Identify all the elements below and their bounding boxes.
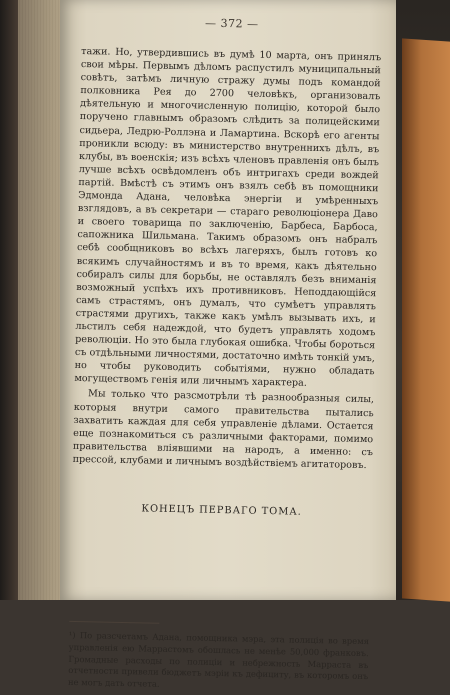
adjacent-book-cover xyxy=(402,38,450,601)
page-edges xyxy=(18,0,64,600)
paragraph-2: Мы только что разсмотрѣли тѣ разнообразныя силы, которыя внутри самого правительства пытались захватить каждая для себя управленіе дѣлами. Остается еще познакомиться съ различными факторами, помимо правительства вліявшими на народъ, а именно: съ прессой, клубами и личнымъ воздѣйствіемъ агитаторовъ. xyxy=(72,388,375,471)
book-spine-left xyxy=(0,0,64,600)
page-number: — 372 — xyxy=(204,16,259,31)
footnote: ¹) По разсчетамъ Адана, помощника мэра, эта полиція во время управленія ею Маррастомъ обошлась не менѣе 50,000 франковъ. Громадные расходы по полиціи и небрежность Марраста въ отчетности привели бюджетъ мэріи къ дефициту, въ которомъ онъ не могъ дать отчета. xyxy=(67,629,370,689)
end-of-volume-title: КОНЕЦЪ ПЕРВАГО ТОМА. xyxy=(141,503,302,518)
footnote-divider xyxy=(69,621,159,624)
book-page xyxy=(60,0,396,689)
page-content xyxy=(68,14,382,695)
paragraph-1: тажи. Но, утвердившись въ думѣ 10 марта, онъ принялъ свои мѣры. Первымъ дѣломъ распустилъ муниципальный совѣтъ, затѣмъ личную стражу думы подъ командой полковника Рея до 2700 человѣкъ, организовалъ дѣятельную и многочисленную полицію, которой было поручено главнымъ образомъ слѣдить за полицейскими сидьера, Ледрю-Роллэна и Ламартина. Вскорѣ его агенты проникли всюду: въ министерство внутреннихъ дѣлъ, въ клубы, въ военскія; изъ всѣхъ членовъ правленія онъ былъ лучше всѣхъ освѣдомленъ объ интригахъ среди вождей партій. Вмѣстѣ съ этимъ онъ взялъ себѣ въ помощники Эдмонда Адана, человѣка энергіи и умѣренныхъ взглядовъ, а въ секретари — стараго революціонера Даво и своего товарища по заключенію, Барбеса, Барбоса, сапожника Шильмана. Такимъ образомъ онъ набралъ себѣ сообщниковъ во всѣхъ лагеряхъ, былъ готовъ ко всякимъ случайностямъ и въ то время, какъ дѣятельно собиралъ силы для борьбы, не оставлялъ безъ вниманія возможный успѣхъ ихъ противниковъ. Неподдающійся самъ страстямъ, онъ думалъ, что сумѣетъ управлять страстями другихъ, также какъ умѣлъ вызывать ихъ, и льстилъ себя надеждой, что будетъ управлять ходомъ революціи. Но это была глубокая ошибка. Чтобы бороться съ отдѣльными личностями, достаточно имѣть тонкій умъ, но чтобы руководить событіями, нужно обладать могуществомъ генія или личнымъ характера. xyxy=(74,45,382,390)
